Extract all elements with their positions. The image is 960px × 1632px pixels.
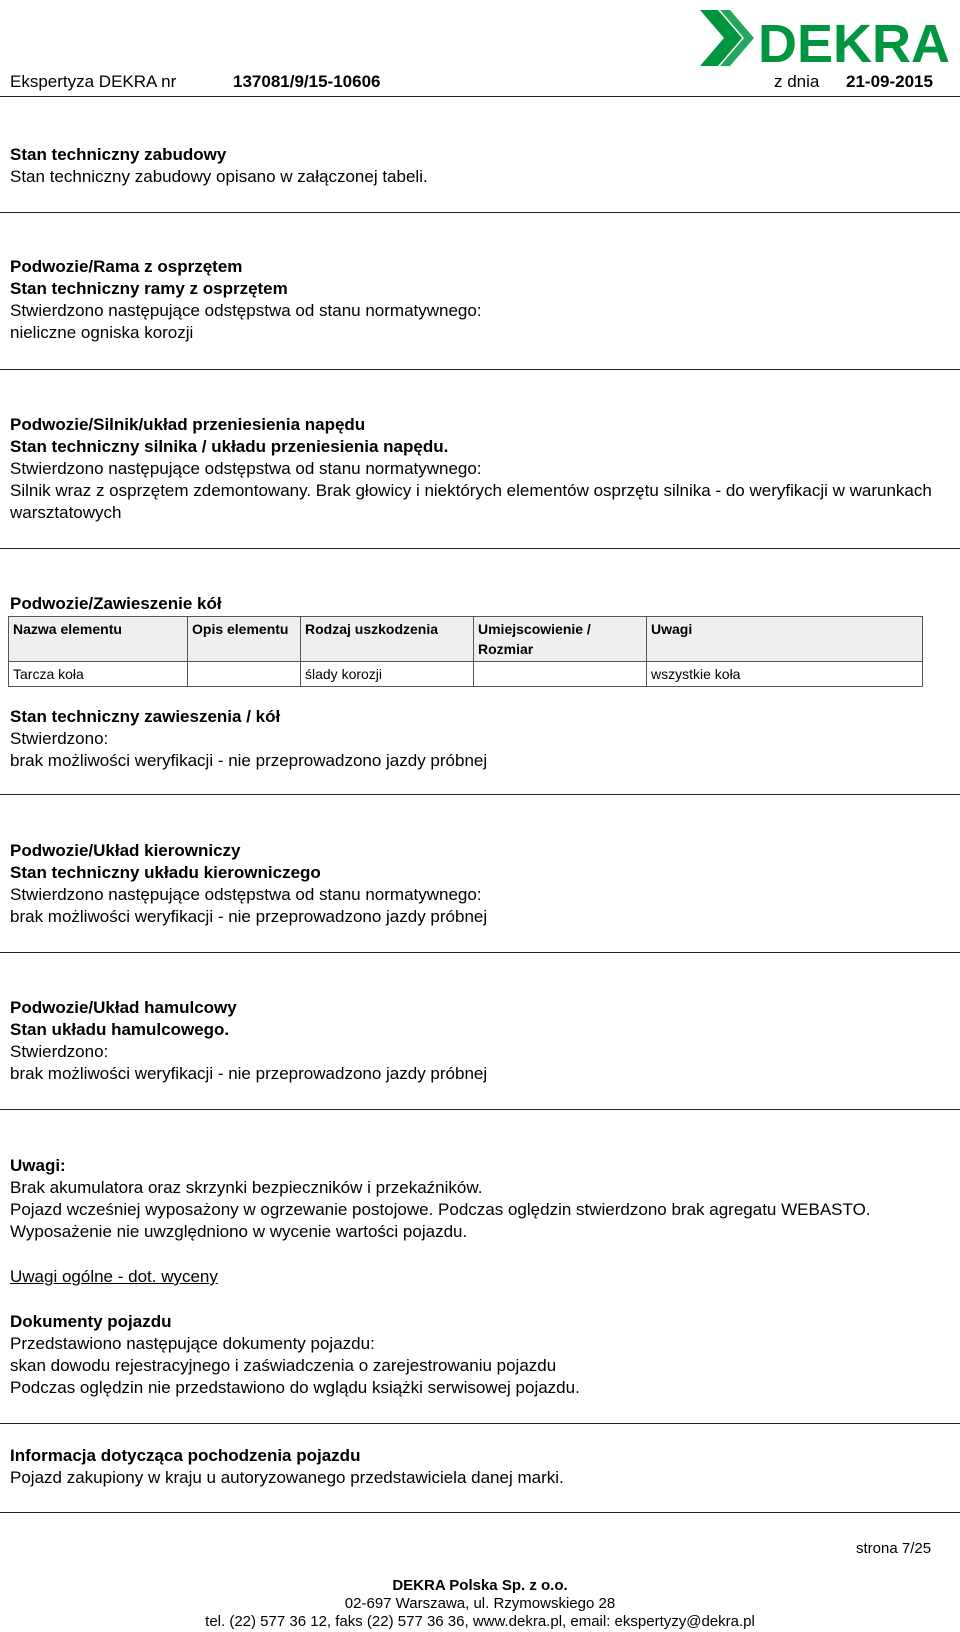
section-subtitle: Stan układu hamulcowego.	[10, 1020, 230, 1039]
divider	[0, 212, 960, 213]
date-label: z dnia	[774, 72, 820, 91]
dekra-logo-graphic	[700, 6, 960, 76]
section-subtitle: Stan techniczny silnika / układu przeniesienia napędu.	[10, 437, 449, 456]
section-dokumenty	[10, 1311, 950, 1399]
column-header: Uwagi	[647, 617, 923, 662]
section-text: Podczas oględzin nie przedstawiono do wglądu książki serwisowej pojazdu.	[10, 1378, 580, 1397]
section-text: skan dowodu rejestracyjnego i zaświadczenia o zarejestrowaniu pojazdu	[10, 1356, 557, 1375]
section-subtitle: Stan techniczny zawieszenia / kół	[10, 707, 281, 726]
footer-address: 02-697 Warszawa, ul. Rzymowskiego 28	[344, 1595, 616, 1612]
divider	[0, 794, 960, 795]
section-text: Stwierdzono:	[10, 729, 109, 748]
section-text: Stwierdzono następujące odstępstwa od stanu normatywnego:	[10, 885, 482, 904]
divider	[0, 1109, 960, 1110]
section-uwagi	[10, 1155, 950, 1243]
table-cell: Tarcza koła	[9, 662, 188, 687]
section-text: Stwierdzono następujące odstępstwa od stanu normatywnego:	[10, 301, 482, 320]
section-zawieszenie-title	[10, 593, 950, 615]
divider	[0, 548, 960, 549]
table-cell: ślady korozji	[301, 662, 474, 687]
section-rama	[10, 256, 950, 344]
column-header: Opis elementu	[188, 617, 301, 662]
dekra-logo	[700, 6, 960, 76]
section-text: Przedstawiono następujące dokumenty pojazdu:	[10, 1334, 375, 1353]
section-title: Podwozie/Zawieszenie kół	[10, 594, 222, 613]
section-zabudowa	[10, 144, 950, 188]
footer-divider	[0, 1512, 960, 1513]
section-subtitle: Stan techniczny układu kierowniczego	[10, 863, 321, 882]
table-cell	[474, 662, 647, 687]
section-hamulcowy	[10, 997, 950, 1085]
section-subtitle: Stan techniczny ramy z osprzętem	[10, 279, 288, 298]
header-divider	[0, 96, 960, 97]
report-number: 137081/9/15-10606	[233, 72, 381, 91]
section-text: brak możliwości weryfikacji - nie przeprowadzono jazdy próbnej	[10, 907, 488, 926]
section-title: Stan techniczny zabudowy	[10, 145, 227, 164]
section-text: Stwierdzono:	[10, 1042, 109, 1061]
dekra-logo-text: DEKRA	[758, 14, 951, 74]
section-zawieszenie-state	[10, 706, 950, 772]
section-title: Dokumenty pojazdu	[10, 1312, 172, 1331]
section-text: brak możliwości weryfikacji - nie przeprowadzono jazdy próbnej	[10, 751, 488, 770]
page-number: strona 7/25	[856, 1540, 932, 1557]
column-header: Nazwa elementu	[9, 617, 188, 662]
section-text: brak możliwości weryfikacji - nie przeprowadzono jazdy próbnej	[10, 1064, 488, 1083]
section-text: Stan techniczny zabudowy opisano w załączonej tabeli.	[10, 167, 428, 186]
table-cell: wszystkie koła	[647, 662, 923, 687]
divider	[0, 1423, 960, 1424]
footer-contact: tel. (22) 577 36 12, faks (22) 577 36 36, www.dekra.pl, email: ekspertyzy@dekra.pl	[205, 1613, 755, 1630]
table-row	[9, 662, 923, 687]
section-pochodzenie	[10, 1445, 950, 1489]
section-text: Stwierdzono następujące odstępstwa od stanu normatywnego:	[10, 459, 482, 478]
section-text: Silnik wraz z osprzętem zdemontowany. Brak głowicy i niektórych elementów osprzętu silnika - do weryfikacji w warunkach warsztatowych	[10, 481, 932, 522]
report-prefix: Ekspertyza DEKRA nr	[10, 72, 177, 91]
section-text: nieliczne ogniska korozji	[10, 323, 194, 342]
damage-table	[8, 616, 923, 687]
section-title: Podwozie/Rama z osprzętem	[10, 257, 243, 276]
section-text: Brak akumulatora oraz skrzynki bezpieczników i przekaźników.	[10, 1178, 483, 1197]
section-text: Pojazd zakupiony w kraju u autoryzowanego przedstawiciela danej marki.	[10, 1468, 564, 1487]
section-kierowniczy	[10, 840, 950, 928]
section-title: Uwagi:	[10, 1156, 66, 1175]
table-cell	[188, 662, 301, 687]
general-notes-heading: Uwagi ogólne - dot. wyceny	[10, 1267, 218, 1286]
section-silnik	[10, 414, 950, 524]
section-title: Podwozie/Silnik/układ przeniesienia napędu	[10, 415, 366, 434]
column-header: Rodzaj uszkodzenia	[301, 617, 474, 662]
section-uwagi-general	[10, 1266, 950, 1288]
footer-company: DEKRA Polska Sp. z o.o.	[392, 1577, 568, 1594]
table-header-row	[9, 617, 923, 662]
divider	[0, 369, 960, 370]
section-text: Pojazd wcześniej wyposażony w ogrzewanie postojowe. Podczas oględzin stwierdzono brak agregatu WEBASTO. Wyposażenie nie uwzględniono w wycenie wartości pojazdu.	[10, 1200, 871, 1241]
section-title: Podwozie/Układ kierowniczy	[10, 841, 241, 860]
report-date: 21-09-2015	[846, 72, 933, 91]
column-header: Umiejscowienie / Rozmiar	[474, 617, 647, 662]
section-title: Podwozie/Układ hamulcowy	[10, 998, 237, 1017]
divider	[0, 952, 960, 953]
section-title: Informacja dotycząca pochodzenia pojazdu	[10, 1446, 361, 1465]
